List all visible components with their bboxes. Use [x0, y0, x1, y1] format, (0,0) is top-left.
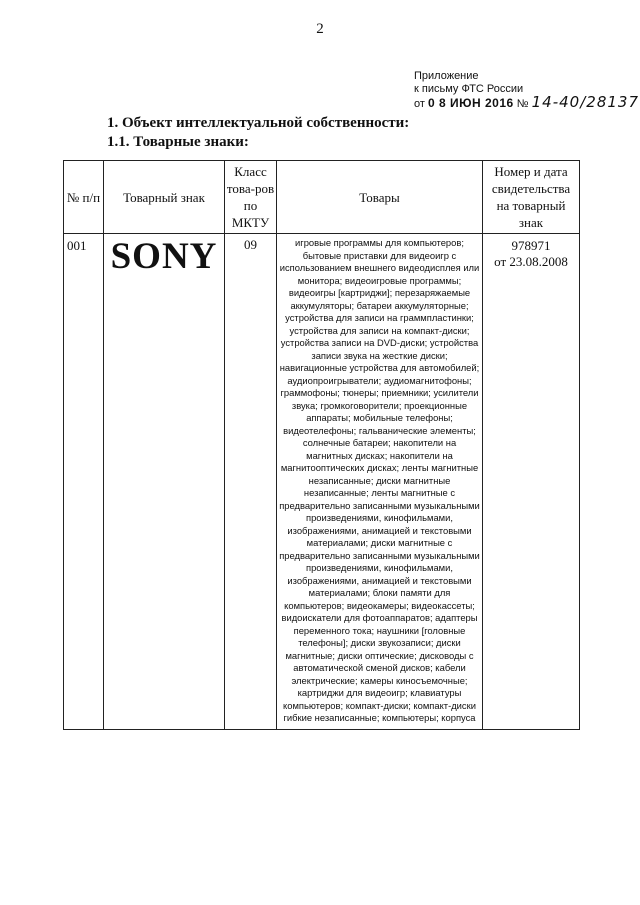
section-heading: 1. Объект интеллектуальной собственности: — [107, 115, 410, 131]
number-label: № — [516, 98, 529, 110]
date-stamp: 0 8 ИЮН 2016 — [427, 96, 514, 110]
row-goods: игровые программы для компьютеров; бытовые приставки для видеоигр с использованием внешнего видеодисплея или монитора; видеоигровые программы; видеоигры [картриджи]; перезаряжаемые аккумуляторы; батареи аккумуляторные; устройства для записи на граммпластинки; устройства для записи на компакт-диски; устройства записи на DVD-диски; устройства записи звука на жесткие диски; навигационные устройства для автомобилей; аудиопроигрыватели; аудиомагнитофоны; граммофоны; тюнеры; приемники; усилители звука; громкоговорители; проекционные аппараты; мобильные телефоны; видеотелефоны; гальванические элементы; солнечные батареи; накопители на магнитных дисках; накопители на магнитооптических дисках; ленты магнитные незаписанные; диски магнитные незаписанные; ленты магнитные с предварительно записанными музыкальными произведениями, кинофильмами, изображениями, анимацией и текстовыми материалами; диски магнитные с предварительно записанными музыкальными произведениями, кинофильмами, изображениями, анимацией и текстовыми материалами; блоки памяти для компьютеров; видеокамеры; видеокассеты; видоискатели для фотоаппаратов; адаптеры переменного тока; наушники [головные телефоны]; диски звукозаписи; диски магнитные; диски оптические; дисководы с автоматической сменой дисков; кабели электрические; камеры киносъемочные; картриджи для видеоигр; клавиатуры компьютеров; компакт-диски; компакт-диски гибкие незаписанные; компьютеры; корпуса — [277, 234, 483, 730]
subsection-heading: 1.1. Товарные знаки: — [107, 134, 249, 150]
appendix-line-1: Приложение — [414, 70, 479, 82]
row-num: 001 — [64, 234, 104, 730]
trademark-table — [63, 160, 580, 730]
sony-logo: SONY — [110, 236, 218, 277]
appendix-block — [414, 70, 639, 111]
reg-date: от 23.08.2008 — [494, 254, 568, 269]
header-num: № п/п — [64, 161, 104, 234]
header-reg: Номер и дата свидетельства на товарный знак — [483, 161, 580, 234]
row-reg — [483, 234, 580, 730]
appendix-line-2: к письму ФТС России — [414, 83, 524, 95]
reg-number: 978971 — [511, 238, 551, 253]
page-number: 2 — [316, 21, 324, 37]
header-goods: Товары — [277, 161, 483, 234]
appendix-line-3 — [414, 93, 639, 111]
header-class: Класс това-ров по МКТУ — [225, 161, 277, 234]
header-mark: Товарный знак — [104, 161, 225, 234]
table-row — [64, 234, 580, 730]
row-class: 09 — [225, 234, 277, 730]
table-header-row — [64, 161, 580, 234]
from-label: от — [414, 98, 425, 110]
row-mark — [104, 234, 225, 730]
handwritten-number: 14-40/28137 — [531, 93, 639, 111]
